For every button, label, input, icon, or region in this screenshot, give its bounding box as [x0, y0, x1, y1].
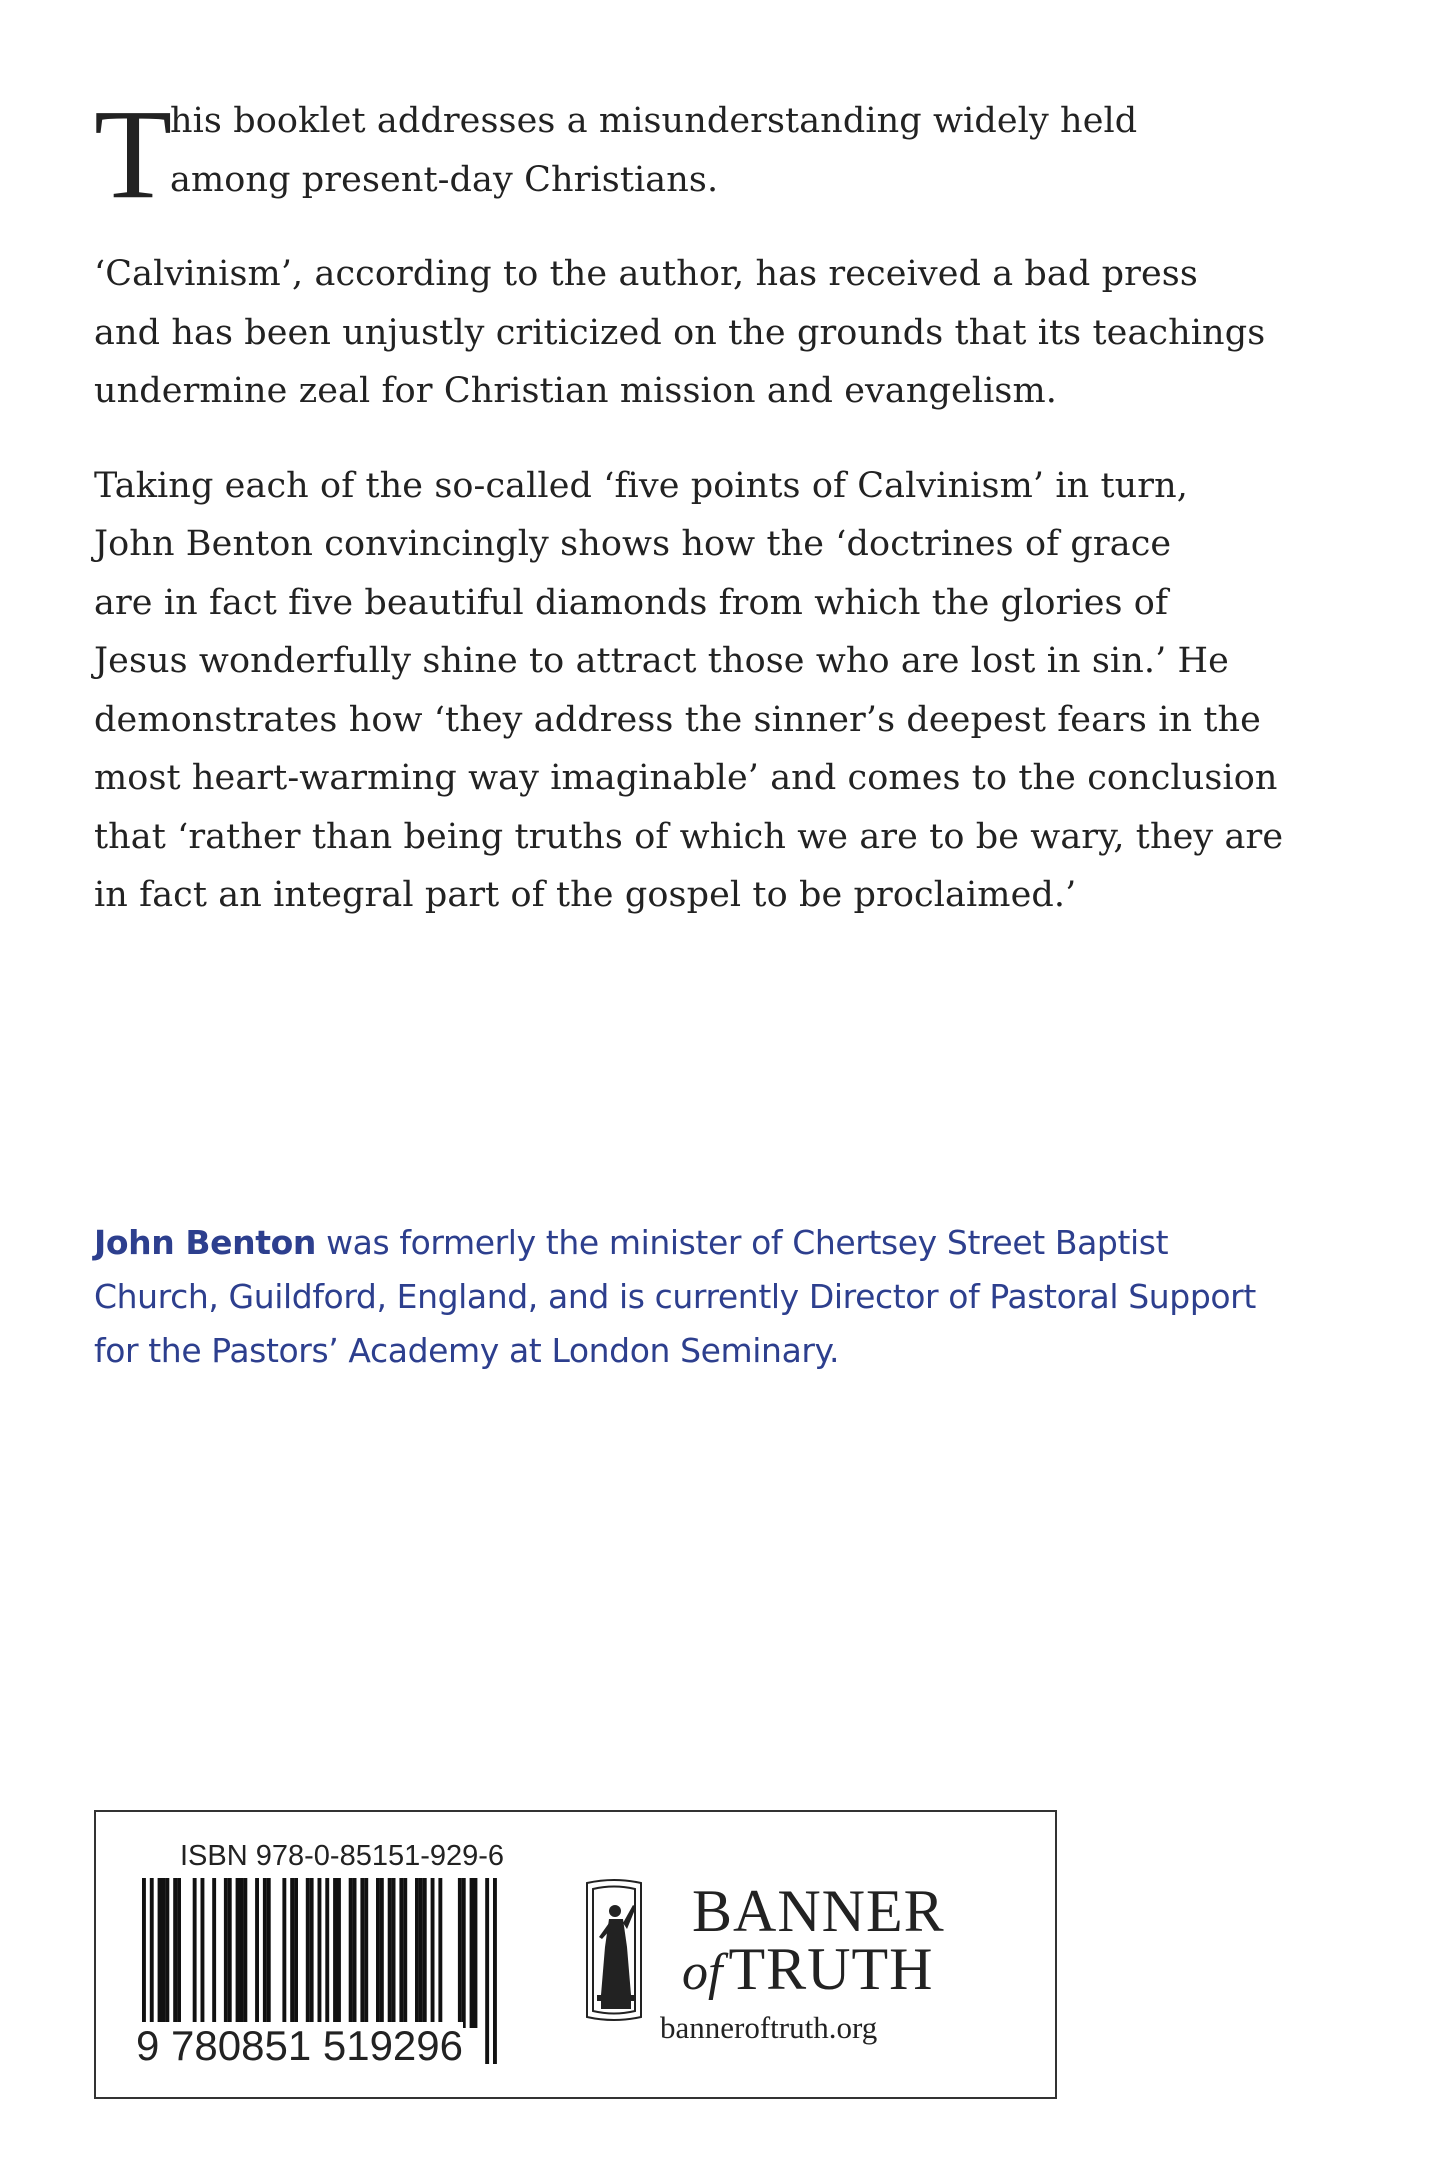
bio-line-2: Church, Guildford, England, and is currently Director of Pastoral Support: [94, 1277, 1256, 1316]
barcode-bar: [376, 1878, 380, 2028]
blurb-line: Taking each of the so-called ‘five points of Calvinism’ in turn,: [94, 465, 1188, 506]
blurb-paragraph-1: [94, 83, 1344, 225]
bio-line-3: for the Pastors’ Academy at London Seminary.: [94, 1331, 840, 1370]
barcode-bar: [224, 1878, 228, 2028]
blurb-line: Jesus wonderfully shine to attract those who are lost in sin.’ He: [94, 641, 1229, 681]
author-name: John Benton: [94, 1223, 316, 1262]
barcode-bar: [485, 1878, 489, 2064]
publisher-line-1: BANNER: [692, 1878, 945, 1944]
barcode-bar: [201, 1878, 205, 2028]
barcode-bar: [177, 1878, 181, 2028]
preacher-figure-icon: [579, 1877, 649, 2027]
barcode-bar: [392, 1878, 396, 2028]
barcode-bar: [162, 1878, 166, 2028]
barcode-bar: [158, 1878, 162, 2028]
blurb: [94, 83, 1344, 961]
barcode-bar: [431, 1878, 435, 2028]
barcode-bar: [423, 1878, 427, 2028]
publisher-line-2: [682, 1936, 945, 2002]
barcode-bar: [403, 1878, 407, 2028]
barcode-bar: [415, 1878, 419, 2028]
blurb-line: John Benton convincingly shows how the ‘doctrines of grace: [94, 524, 1172, 564]
drop-cap: T: [94, 83, 173, 225]
barcode-bar: [294, 1878, 298, 2028]
blurb-line: most heart-warming way imaginable’ and comes to the conclusion: [94, 758, 1278, 798]
barcode-bar: [212, 1878, 216, 2028]
barcode-bar: [353, 1878, 357, 2028]
barcode-bar: [165, 1878, 169, 2028]
blurb-line: are in fact five beautiful diamonds from which the glories of: [94, 582, 1169, 623]
barcode-bar: [349, 1878, 353, 2028]
barcode-bar: [470, 1878, 474, 2028]
publisher-website: banneroftruth.org: [660, 2010, 878, 2045]
barcode-digits: 9 780851 519296: [136, 2022, 463, 2069]
blurb-line: his booklet addresses a misunderstanding widely held: [170, 101, 1138, 141]
barcode-bar: [388, 1878, 392, 2028]
barcode-bar: [337, 1878, 341, 2028]
barcode-bar: [236, 1878, 240, 2028]
barcode-bar: [493, 1878, 497, 2064]
barcode-bar: [380, 1878, 384, 2028]
blurb-line: among present-day Christians.: [170, 159, 719, 200]
publisher-truth: TRUTH: [728, 1936, 934, 2002]
barcode-bar: [462, 1878, 466, 2028]
blurb-line: ‘Calvinism’, according to the author, has received a bad press: [94, 254, 1198, 294]
isbn-label: ISBN 978-0-85151-929-6: [180, 1840, 505, 1872]
publisher-name: [682, 1878, 945, 2002]
blurb-line: that ‘rather than being truths of which we are to be wary, they are: [94, 816, 1284, 857]
barcode-bar: [419, 1878, 423, 2028]
barcode-bar: [228, 1878, 232, 2028]
author-bio: [94, 1216, 1344, 1378]
publisher-of: of: [682, 1944, 723, 2001]
barcode-bar: [263, 1878, 267, 2028]
barcode-bar: [360, 1878, 364, 2028]
barcode-bar: [240, 1878, 244, 2028]
bio-line-1: [94, 1216, 1344, 1270]
blurb-line: and has been unjustly criticized on the grounds that its teachings: [94, 312, 1266, 353]
blurb-paragraph-2: [94, 245, 1344, 421]
blurb-line: in fact an integral part of the gospel to be proclaimed.’: [94, 875, 1077, 915]
barcode-bar: [458, 1878, 462, 2028]
bio-text: was formerly the minister of Chertsey Street Baptist: [316, 1223, 1169, 1262]
barcode-bar: [173, 1878, 177, 2028]
barcode-bar: [310, 1878, 314, 2028]
barcode-bar: [364, 1878, 368, 2028]
blurb-line: undermine zeal for Christian mission and evangelism.: [94, 371, 1057, 411]
barcode-bar: [290, 1878, 294, 2028]
barcode-bar: [243, 1878, 247, 2028]
barcode-bar: [438, 1878, 442, 2028]
barcode-bar: [282, 1878, 286, 2028]
barcode-bar: [306, 1878, 310, 2028]
barcode-publisher-box: [94, 1810, 1057, 2099]
barcode-bar: [193, 1878, 197, 2028]
barcode-bar: [399, 1878, 403, 2028]
blurb-line: demonstrates how ‘they address the sinner’s deepest fears in the: [94, 699, 1261, 740]
blurb-paragraph-3: [94, 457, 1344, 925]
barcode-bar: [474, 1878, 478, 2028]
barcode-bar: [255, 1878, 259, 2028]
barcode-bar: [267, 1878, 271, 2028]
